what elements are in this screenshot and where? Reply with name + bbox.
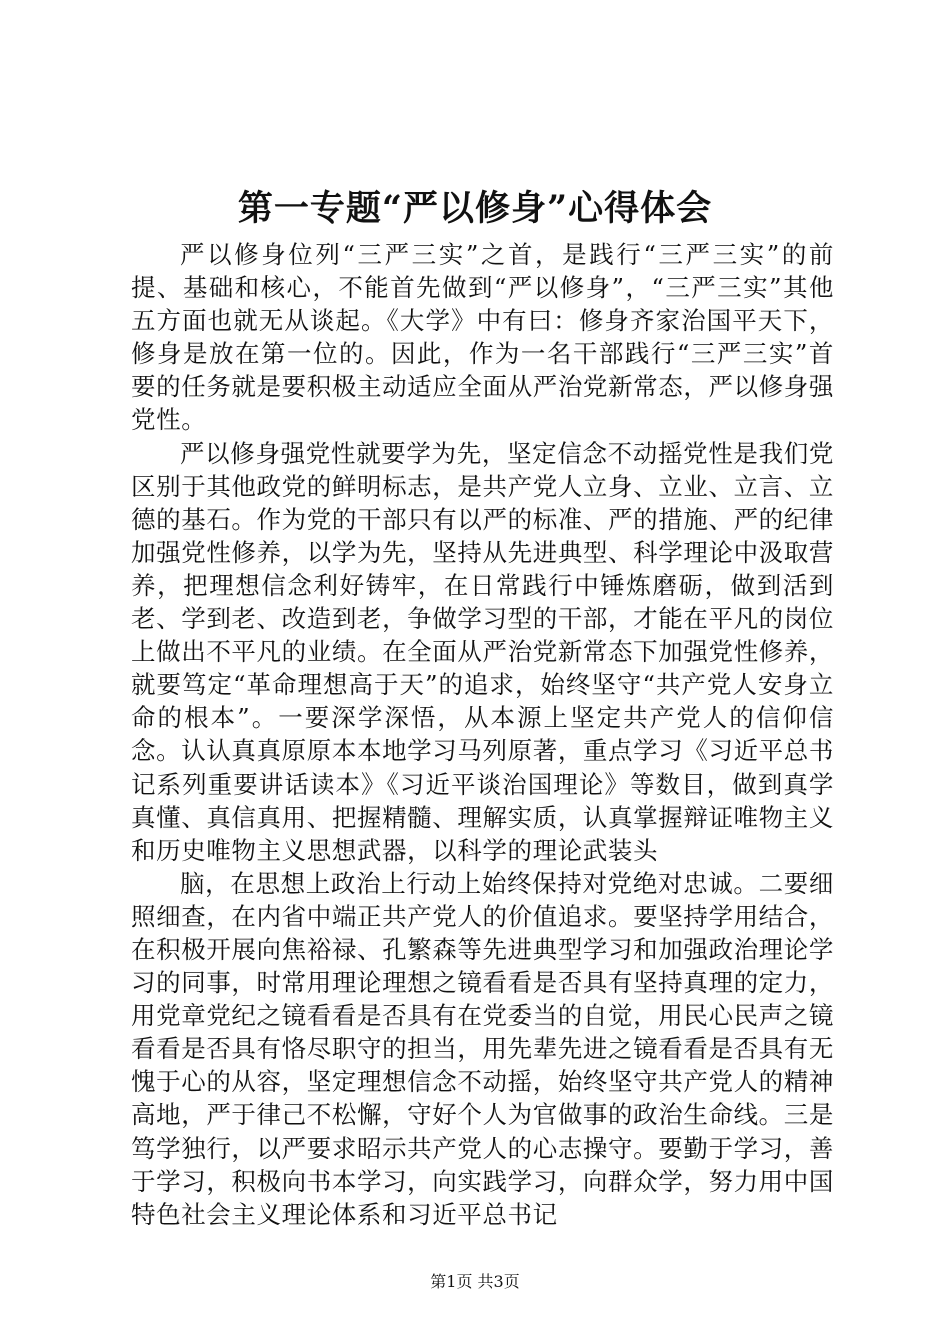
paragraph-3: 脑，在思想上政治上行动上始终保持对党绝对忠诚。二要细照细查，在内省中端正共产党人的价值追求。要坚持学用结合，在积极开展向焦裕禄、孔繁森等先进典型学习和加强政治理论学习的同事，时常用理论理想之镜看看是否具有坚持真理的定力，用党章党纪之镜看看是否具有在党委当的自觉，用民心民声之镜看看是否具有恪尽职守的担当，用先辈先进之镜看看是否具有无愧于心的从容，坚定理想信念不动摇，始终坚守共产党人的精神高地，严于律己不松懈，守好个人为官做事的政治生命线。三是笃学独行，以严要求昭示共产党人的心志操守。要勤于学习，善于学习，积极向书本学习，向实践学习，向群众学，努力用中国特色社会主义理论体系和习近平总书记 [131,868,834,1229]
page-number-footer: 第1页 共3页 [430,1272,520,1291]
document-body [131,238,834,1231]
paragraph-1: 严以修身位列“三严三实”之首，是践行“三严三实”的前提、基础和核心，不能首先做到“严以修身”，“三严三实”其他五方面也就无从谈起。《大学》中有曰：修身齐家治国平天下，修身是放在第一位的。因此，作为一名干部践行“三严三实”首要的任务就是要积极主动适应全面从严治党新常态，严以修身强党性。 [131,240,834,435]
paragraph-2: 严以修身强党性就要学为先，坚定信念不动摇党性是我们党区别于其他政党的鲜明标志，是共产党人立身、立业、立言、立德的基石。作为党的干部只有以严的标准、严的措施、严的纪律加强党性修养，以学为先，坚持从先进典型、科学理论中汲取营养，把理想信念利好铸牢，在日常践行中锤炼磨砺，做到活到老、学到老、改造到老，争做学习型的干部，才能在平凡的岗位上做出不平凡的业绩。在全面从严治党新常态下加强党性修养，就要笃定“革命理想高于天”的追求，始终坚守“共产党人安身立命的根本”。一要深学深悟，从本源上坚定共产党人的信仰信念。认认真真原原本本地学习马列原著，重点学习《习近平总书记系列重要讲话读本》《习近平谈治国理论》等数目，做到真学真懂、真信真用、把握精髓、理解实质，认真掌握辩证唯物主义和历史唯物主义思想武器，以科学的理论武装头 [131,438,834,865]
document-title: 第一专题“严以修身”心得体会 [237,188,713,229]
